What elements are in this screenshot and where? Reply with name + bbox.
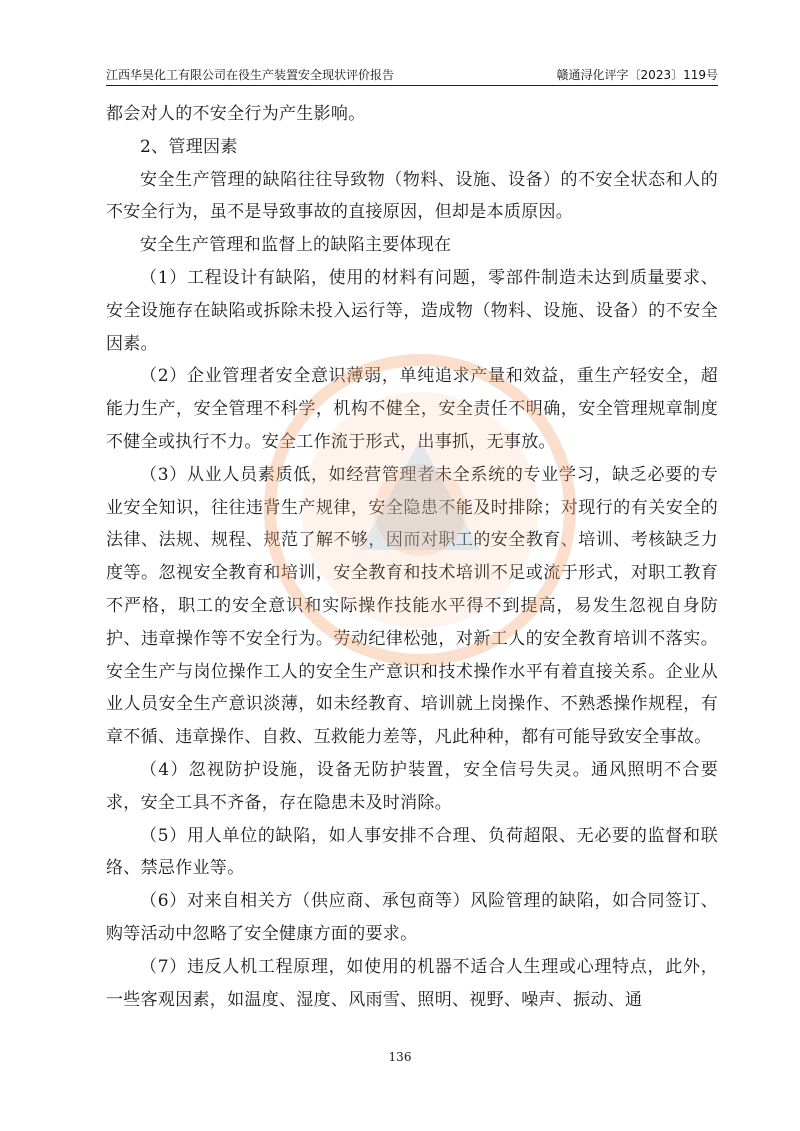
header-report-title: 江西华昊化工有限公司在役生产装置安全现状评价报告 (106, 68, 395, 82)
header-document-number: 赣通浔化评字〔2023〕119号 (556, 68, 718, 82)
paragraph: 安全生产管理和监督上的缺陷主要体现在 (140, 235, 452, 256)
paragraph: 安全生产管理的缺陷往往导致物（物料、设施、设备）的不安全状态和人的不安全行为，虽不是导致事故的直接原因，但却是本质原因。 (106, 169, 718, 223)
list-item: （3）从业人员素质低，如经营管理者未全系统的专业学习，缺乏必要的专业安全知识，往往违背生产规律，安全隐患不能及时排除；对现行的有关安全的法律、法规、规程、规范了解不够，因而对职工的安全教育、培训、考核缺乏力度等。忽视安全教育和培训，安全教育和技术培训不足或流于形式，对职工教育不严格，职工的安全意识和实际操作技能水平得不到提高，易发生忽视自身防护、违章操作等不安全行为。劳动纪律松弛，对新工人的安全教育培训不落实。安全生产与岗位操作工人的安全生产意识和技术操作水平有着直接关系。企业从业人员安全生产意识淡薄，如未经教育、培训就上岗操作、不熟悉操作规程，有章不循、违章操作、自救、互救能力差等，凡此种种，都有可能导致安全事故。 (106, 464, 718, 748)
page-header (106, 62, 718, 84)
list-item: （2）企业管理者安全意识薄弱，单纯追求产量和效益，重生产轻安全，超能力生产，安全管理不科学，机构不健全，安全责任不明确，安全管理规章制度不健全或执行不力。安全工作流于形式，出事抓，无事放。 (106, 366, 718, 452)
paragraph: 都会对人的不安全行为产生影响。 (106, 104, 366, 124)
list-item: （1）工程设计有缺陷，使用的材料有问题，零部件制造未达到质量要求、安全设施存在缺陷或拆除未投入运行等，造成物（物料、设施、设备）的不安全因素。 (106, 267, 718, 354)
section-heading: 2、管理因素 (140, 136, 238, 157)
list-item: （5）用人单位的缺陷，如人事安排不合理、负荷超限、无必要的监督和联络、禁忌作业等。 (106, 825, 718, 879)
page-number: 136 (388, 1050, 412, 1064)
list-item: （7）违反人机工程原理，如使用的机器不适合人生理或心理特点，此外，一些客观因素，如温度、湿度、风雨雪、照明、视野、噪声、振动、通 (106, 956, 718, 1010)
list-item: （6）对来自相关方（供应商、承包商等）风险管理的缺陷，如合同签订、购等活动中忽略了安全健康方面的要求。 (106, 891, 718, 944)
body-text (106, 98, 718, 1016)
list-item: （4）忽视防护设施，设备无防护装置，安全信号失灵。通风照明不合要求，安全工具不齐备，存在隐患未及时消除。 (106, 759, 718, 813)
header-divider (106, 85, 718, 86)
